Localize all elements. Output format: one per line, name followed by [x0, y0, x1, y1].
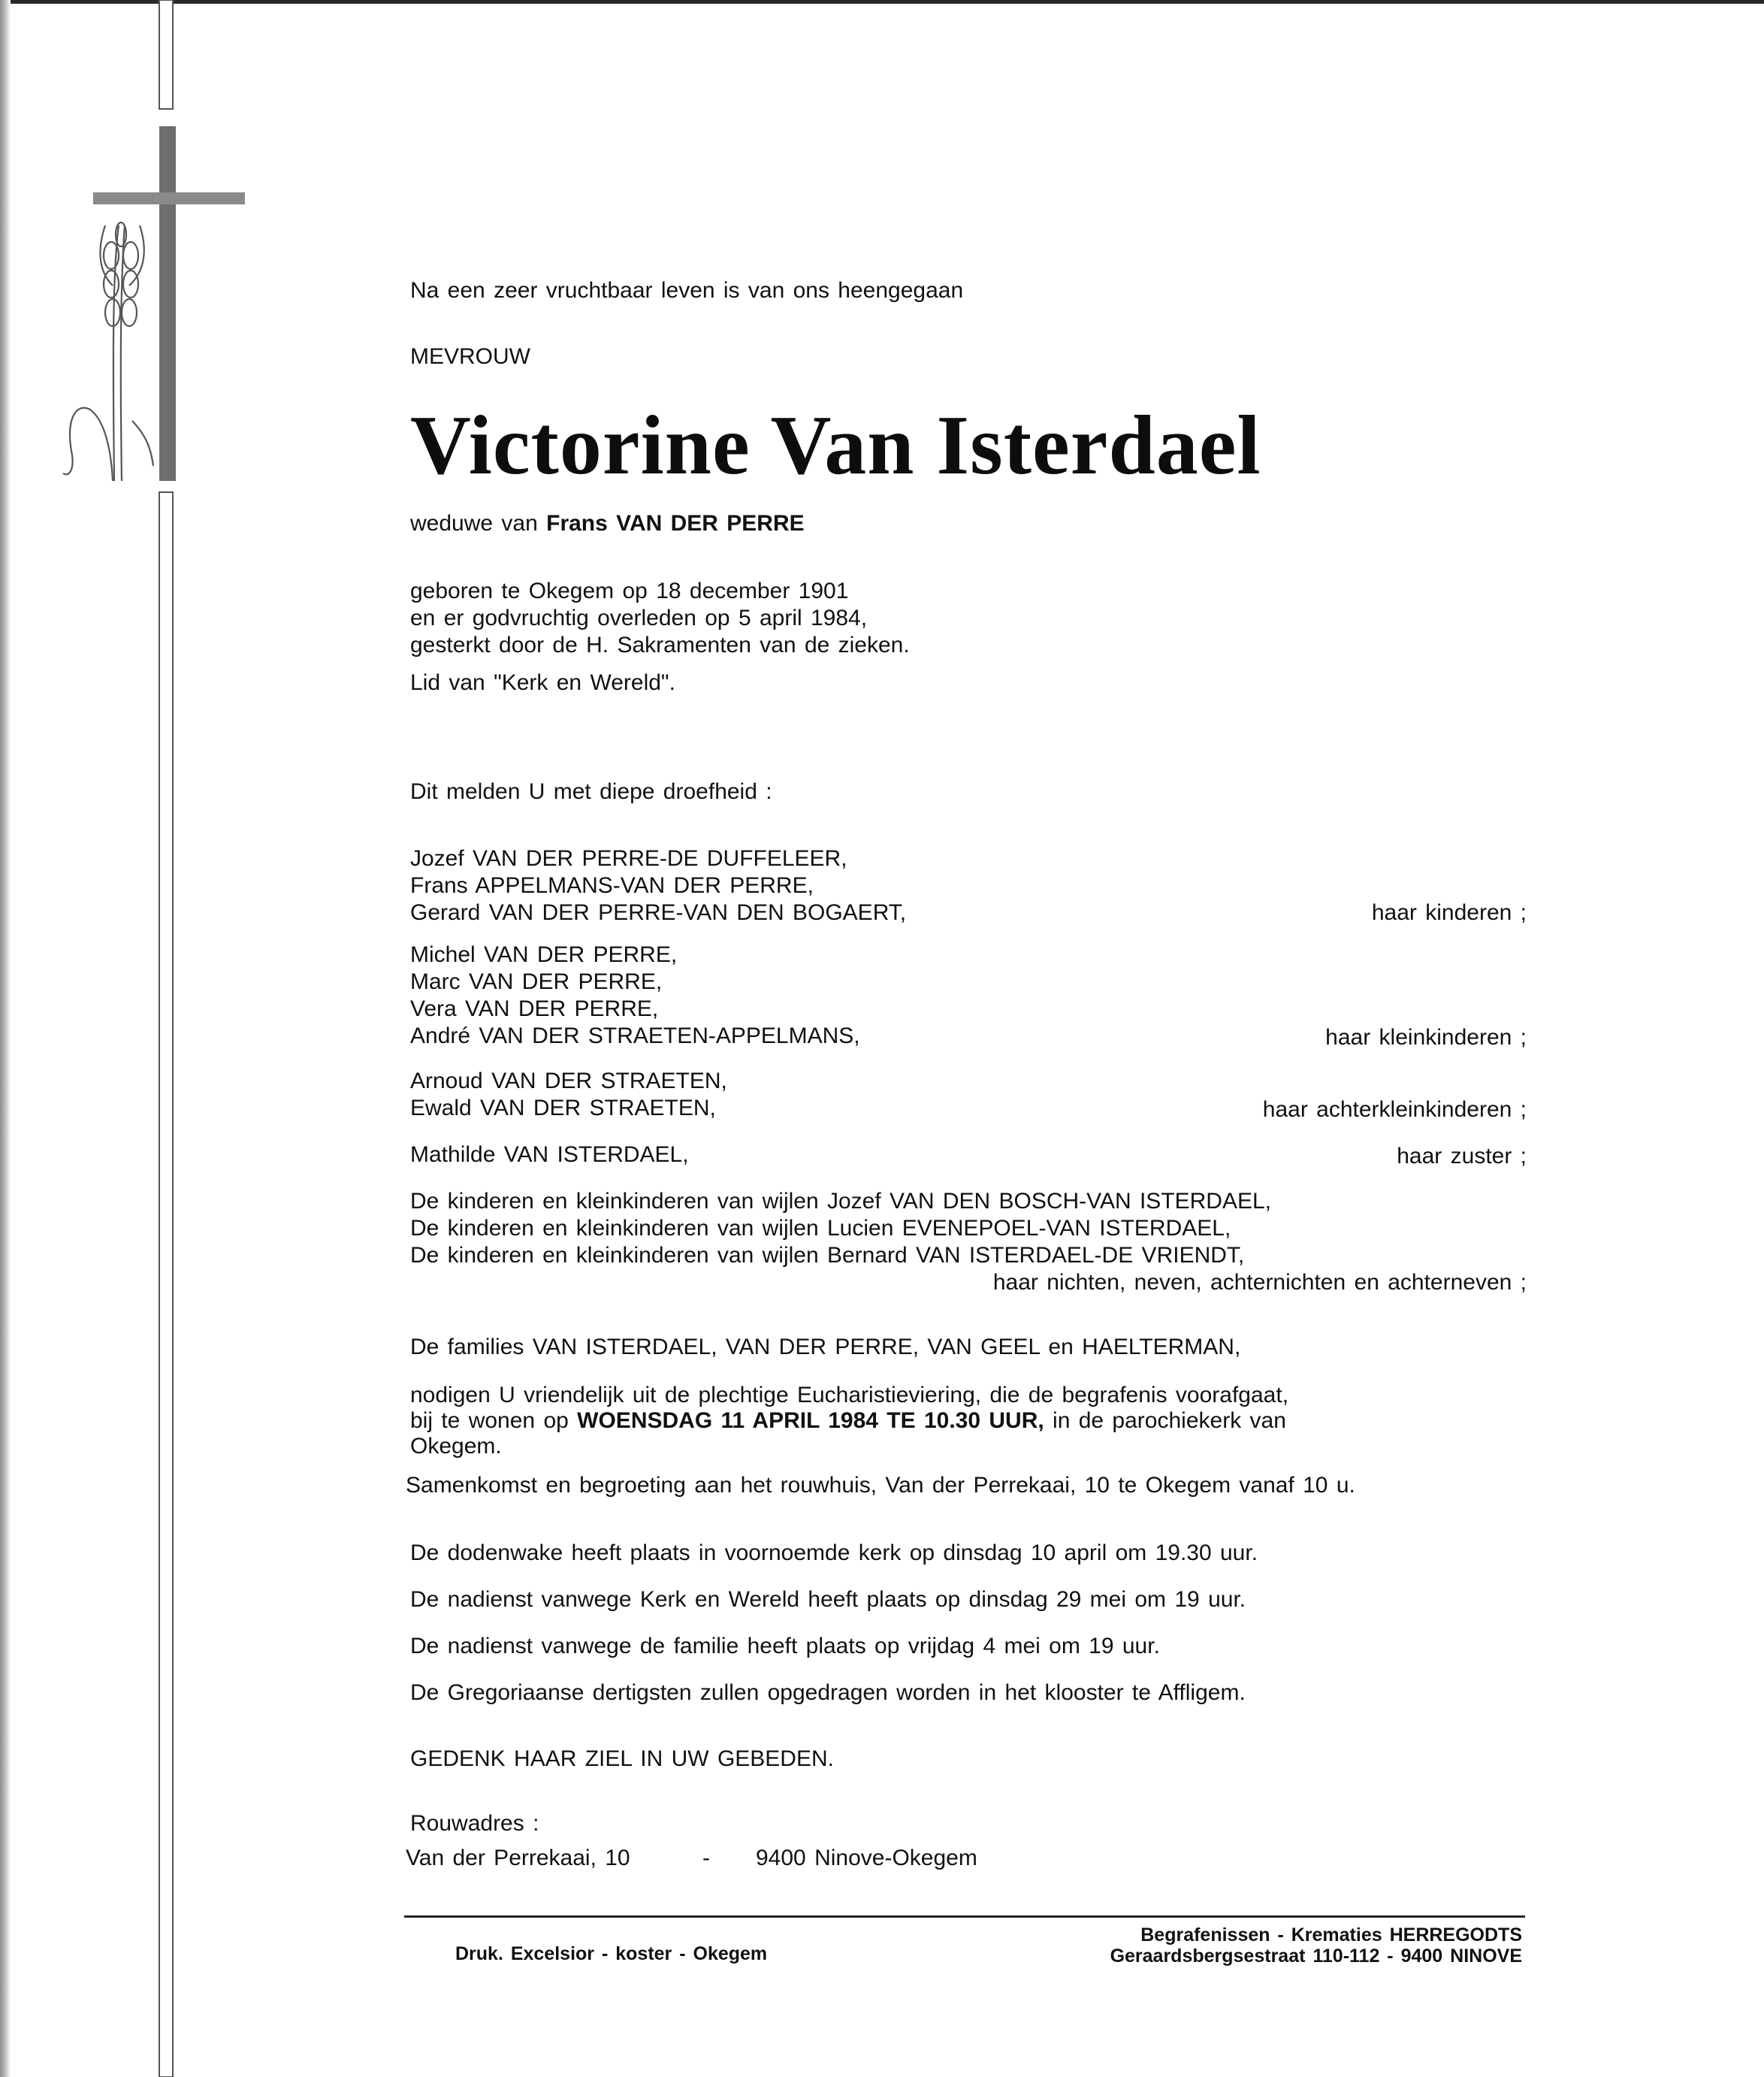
- address-street: Van der Perrekaai, 10: [406, 1846, 630, 1870]
- invitation-line: Okegem.: [410, 1434, 502, 1459]
- niece-line: De kinderen en kleinkinderen van wijlen Bernard VAN ISTERDAEL-DE VRIENDT,: [410, 1243, 1245, 1268]
- address-city: 9400 Ninove-Okegem: [756, 1846, 977, 1870]
- grandchild-name: Vera VAN DER PERRE,: [410, 996, 659, 1021]
- intro-text: Na een zeer vruchtbaar leven is van ons heengegaan: [410, 278, 964, 303]
- relation-label: haar kleinkinderen ;: [1325, 1025, 1527, 1050]
- scan-top-edge: [0, 0, 1764, 4]
- cross-wheat-icon: [0, 0, 255, 2077]
- funeral-home-name: Begrafenissen - Krematies HERREGODTS: [1140, 1924, 1522, 1945]
- invitation-line: nodigen U vriendelijk uit de plechtige Eucharistieviering, die de begrafenis voorafgaat,: [410, 1383, 1289, 1407]
- relation-label: haar kinderen ;: [1371, 900, 1527, 925]
- life-line: gesterkt door de H. Sakramenten van de zieken.: [410, 633, 910, 658]
- child-name: Jozef VAN DER PERRE-DE DUFFELEER,: [410, 846, 847, 871]
- prayer-line: GEDENK HAAR ZIEL IN UW GEBEDEN.: [410, 1746, 834, 1771]
- grandchild-name: Marc VAN DER PERRE,: [410, 969, 663, 994]
- membership: Lid van "Kerk en Wereld".: [410, 670, 675, 695]
- spouse-name: Frans VAN DER PERRE: [546, 511, 805, 536]
- great-grandchild-name: Ewald VAN DER STRAETEN,: [410, 1096, 716, 1120]
- niece-line: De kinderen en kleinkinderen van wijlen Lucien EVENEPOEL-VAN ISTERDAEL,: [410, 1216, 1231, 1241]
- footer-rule: [404, 1915, 1525, 1918]
- service-line: De nadienst vanwege Kerk en Wereld heeft plaats op dinsdag 29 mei om 19 uur.: [410, 1587, 1246, 1612]
- child-name: Gerard VAN DER PERRE-VAN DEN BOGAERT,: [410, 900, 907, 925]
- child-name: Frans APPELMANS-VAN DER PERRE,: [410, 873, 814, 898]
- life-line: geboren te Okegem op 18 december 1901: [410, 579, 849, 603]
- gathering-line: Samenkomst en begroeting aan het rouwhuis, Van der Perrekaai, 10 te Okegem vanaf 10 u.: [406, 1473, 1355, 1498]
- widow-prefix: weduwe van: [410, 511, 538, 536]
- funeral-date: WOENSDAG 11 APRIL 1984 TE 10.30 UUR,: [577, 1408, 1044, 1433]
- service-line: De Gregoriaanse dertigsten zullen opgedragen worden in het klooster te Affligem.: [410, 1680, 1246, 1705]
- invitation-line: [410, 1407, 1286, 1435]
- relation-label: haar nichten, neven, achternichten en achterneven ;: [992, 1270, 1527, 1295]
- relation-label: haar zuster ;: [1397, 1144, 1527, 1169]
- invitation-post: in de parochiekerk van: [1053, 1408, 1286, 1433]
- address-separator: -: [702, 1846, 710, 1870]
- widow-line: [410, 509, 805, 538]
- invitation-pre: bij te wonen op: [410, 1408, 569, 1433]
- funeral-home-address: Geraardsbergsestraat 110-112 - 9400 NINOVE: [1110, 1945, 1522, 1967]
- life-line: en er godvruchtig overleden op 5 april 1984,: [410, 606, 868, 630]
- service-line: De dodenwake heeft plaats in voornoemde kerk op dinsdag 10 april om 19.30 uur.: [410, 1540, 1258, 1565]
- printer-credit: Druk. Excelsior - koster - Okegem: [455, 1943, 768, 1964]
- great-grandchild-name: Arnoud VAN DER STRAETEN,: [410, 1069, 727, 1093]
- relation-label: haar achterkleinkinderen ;: [1262, 1097, 1527, 1122]
- deceased-name: Victorine Van Isterdael: [410, 399, 1261, 492]
- grandchild-name: André VAN DER STRAETEN-APPELMANS,: [410, 1023, 860, 1048]
- sister-name: Mathilde VAN ISTERDAEL,: [410, 1142, 689, 1167]
- announcement: Dit melden U met diepe droefheid :: [410, 779, 772, 804]
- niece-line: De kinderen en kleinkinderen van wijlen Jozef VAN DEN BOSCH-VAN ISTERDAEL,: [410, 1189, 1272, 1214]
- families-line: De families VAN ISTERDAEL, VAN DER PERRE, VAN GEEL en HAELTERMAN,: [410, 1335, 1241, 1359]
- address-label: Rouwadres :: [410, 1811, 539, 1836]
- grandchild-name: Michel VAN DER PERRE,: [410, 942, 678, 967]
- service-line: De nadienst vanwege de familie heeft plaats op vrijdag 4 mei om 19 uur.: [410, 1634, 1160, 1658]
- title-prefix: MEVROUW: [410, 344, 530, 369]
